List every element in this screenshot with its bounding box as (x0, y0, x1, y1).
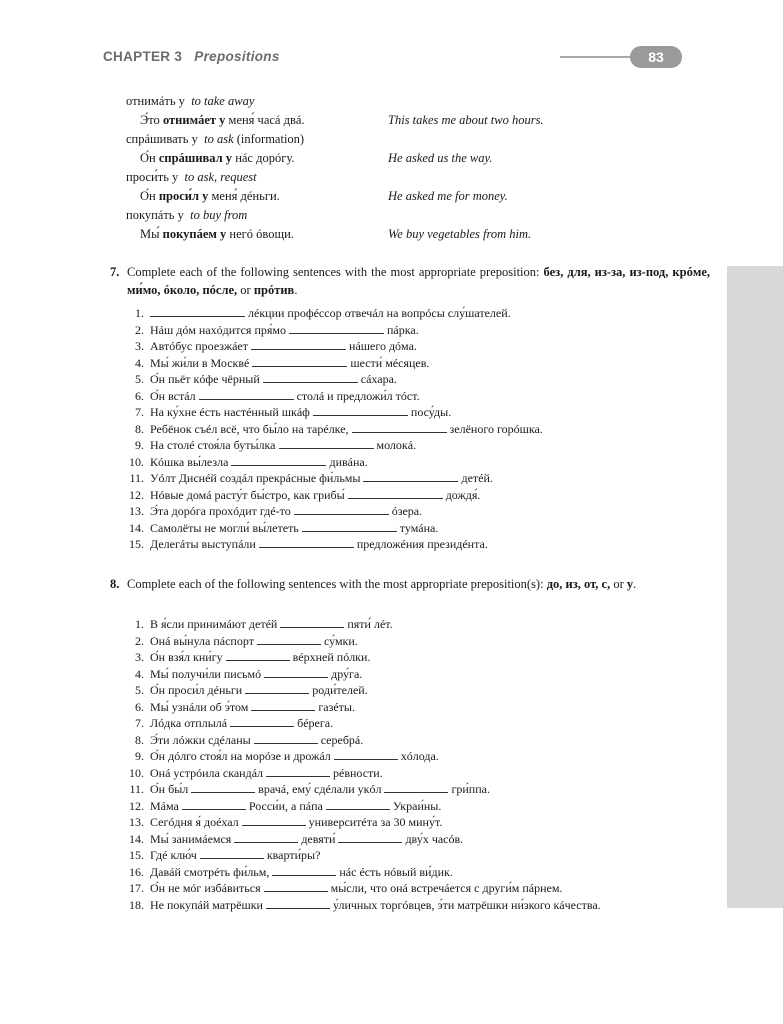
answer-blank[interactable] (251, 338, 346, 350)
sentence-part: молокá. (376, 438, 417, 452)
exercise-number: 7. (110, 265, 120, 279)
example-verb: спрáшивал у (158, 151, 233, 165)
sentence-part: На столé стоя́ла буты́лка (150, 438, 276, 452)
list-item (110, 732, 710, 749)
exercise-period: . (633, 577, 637, 591)
exercise-7-instruction (110, 263, 710, 299)
example-translation: He asked me for money. (388, 189, 508, 203)
item-number: 5. (135, 683, 144, 697)
sentence-part: Мы́ жи́ли в Москвé (150, 355, 250, 370)
item-number: 7. (135, 405, 144, 419)
item-number: 9. (135, 438, 144, 452)
sentence-part: Нóвые домá расту́т бы́стро, как грибы́ (150, 487, 345, 502)
sentence-part: Онá вы́нула пáспорт (150, 633, 254, 648)
verb: спрáшивать у (126, 132, 198, 146)
sentence-part: у́личных торгóвцев, э́ти матрёшки ни́зкого кáчества. (332, 897, 601, 912)
sentence-part: дву́х часóв. (405, 831, 464, 846)
sentence-part: Мы́ занимáемся (150, 831, 232, 846)
answer-blank[interactable] (242, 814, 306, 826)
answer-blank[interactable] (191, 781, 255, 793)
item-number: 12. (129, 798, 144, 813)
sentence-part: лéкции профéссор отвечáл на вопрóсы слу́шателей. (248, 306, 511, 320)
answer-blank[interactable] (200, 847, 264, 859)
item-number: 12. (129, 487, 144, 502)
sentence-part: вéрхней пóлки. (292, 650, 371, 664)
sentence-part: нáшего дóма. (349, 339, 417, 353)
side-thumb-tab (727, 266, 783, 908)
item-number: 4. (135, 666, 144, 681)
item-number: 15. (129, 537, 144, 551)
sentence-part: дивáна. (329, 454, 368, 469)
sentence-part: Не покупáй матрёшки (150, 897, 263, 912)
item-number: 2. (135, 633, 144, 648)
answer-blank[interactable] (254, 732, 318, 744)
answer-blank[interactable] (280, 616, 344, 628)
sentence-part: О́н дóлго стоя́л на морóзе и дрожáл (150, 749, 331, 763)
list-item (110, 520, 710, 537)
sentence-part: пáрка. (386, 322, 419, 337)
answer-blank[interactable] (182, 798, 246, 810)
list-item (110, 322, 710, 339)
list-item (110, 305, 710, 322)
example-verb: покупáем у (162, 227, 227, 241)
page-number-badge: 83 (630, 46, 682, 68)
item-number: 6. (135, 388, 144, 403)
example-verb: проси́л у (158, 189, 209, 203)
sentence-part: гри́ппа. (451, 782, 490, 796)
sentence-part: детéй. (461, 471, 493, 485)
list-item (110, 798, 710, 815)
verb-list (126, 92, 726, 244)
sentence-part: Мáма (150, 798, 179, 813)
list-item (110, 666, 710, 683)
sentence-part: посу́ды. (410, 405, 452, 419)
answer-blank[interactable] (348, 487, 443, 499)
sentence-part: Лóдка отплылá (150, 716, 228, 730)
sentence-part: Украи́ны. (392, 798, 442, 813)
exercise-options: до, из, от, с, (546, 577, 611, 591)
item-number: 13. (129, 504, 144, 518)
sentence-part: сáхара. (360, 372, 397, 386)
sentence-part: университéта за 30 мину́т. (308, 815, 443, 829)
list-item (110, 699, 710, 716)
list-item (110, 437, 710, 454)
verb-row (126, 206, 726, 225)
item-number: 7. (135, 716, 144, 730)
list-item (110, 864, 710, 881)
verb-row (126, 168, 726, 187)
list-item (110, 470, 710, 487)
answer-blank[interactable] (326, 798, 390, 810)
exercise-8-instruction (110, 575, 710, 593)
sentence-part: предложéния президéнта. (356, 537, 488, 551)
answer-blank[interactable] (313, 404, 408, 416)
list-item (110, 338, 710, 355)
sentence-part: рéвности. (333, 765, 383, 780)
exercise-last-option: прóтив (253, 283, 295, 297)
page-header (0, 0, 783, 80)
exercise-or: or (613, 577, 624, 591)
list-item (110, 897, 710, 914)
list-item (110, 404, 710, 421)
sentence-part: дождя́. (445, 487, 481, 502)
sentence-part: Мы́ получи́ли письмó (150, 666, 262, 681)
item-number: 8. (135, 421, 144, 436)
item-number: 11. (129, 782, 144, 796)
list-item (110, 487, 710, 504)
answer-blank[interactable] (259, 536, 354, 548)
answer-blank[interactable] (252, 355, 347, 367)
example-row (126, 225, 726, 244)
sentence-part: Гдé клю́ч (150, 848, 197, 862)
sentence-part: О́н взя́л кни́гу (150, 650, 223, 664)
answer-blank[interactable] (363, 470, 458, 482)
sentence-part: О́н бы́л (150, 782, 189, 796)
example-text: меня́ дéньги. (208, 189, 280, 203)
example-text: нác дорóгу. (232, 151, 295, 165)
exercise-period: . (294, 283, 298, 297)
exercise-7-list (110, 305, 710, 553)
sentence-part: О́н не мóг избáвиться (150, 881, 261, 895)
answer-blank[interactable] (352, 421, 447, 433)
sentence-part: Ребёнок съéл всё, что бы́ло на тарéлке, (150, 421, 349, 436)
verb-row (126, 92, 726, 111)
answer-blank[interactable] (150, 305, 245, 317)
answer-blank[interactable] (384, 781, 448, 793)
item-number: 1. (135, 617, 144, 631)
sentence-part: óзера. (391, 504, 423, 518)
example-verb: отнимáет у (162, 113, 226, 127)
sentence-part: столá и предложи́л тóст. (296, 388, 420, 403)
answer-blank[interactable] (266, 897, 330, 909)
list-item (110, 633, 710, 650)
verb: покупáть у (126, 208, 184, 222)
list-item (110, 503, 710, 520)
item-number: 18. (129, 897, 144, 912)
sentence-part: хóлода. (400, 749, 439, 763)
answer-blank[interactable] (264, 666, 328, 678)
list-item (110, 831, 710, 848)
sentence-part: Автóбус проезжáет (150, 339, 249, 353)
list-item (110, 715, 710, 732)
list-item (110, 421, 710, 438)
sentence-part: тумáна. (399, 520, 439, 535)
item-number: 1. (135, 306, 144, 320)
chapter-number: CHAPTER 3 (103, 49, 183, 64)
list-item (110, 765, 710, 782)
list-item (110, 355, 710, 372)
answer-blank[interactable] (272, 864, 336, 876)
example-text: негó óвощи. (226, 227, 294, 241)
sentence-part: нác éсть нóвый ви́дик. (339, 864, 453, 879)
answer-blank[interactable] (230, 715, 294, 727)
verb: проси́ть у (126, 170, 179, 184)
answer-blank[interactable] (257, 633, 321, 645)
verb-row (126, 130, 726, 149)
sentence-part: кварти́ры? (266, 848, 321, 862)
sentence-part: Нáш дóм нахóдится пря́мо (150, 322, 286, 337)
verb: отнимáть у (126, 94, 185, 108)
item-number: 17. (129, 881, 144, 895)
exercise-options: без, для, из-за, из-под, крóме, ми́мо, óколо, пóсле, (127, 265, 711, 297)
item-number: 6. (135, 699, 144, 714)
sentence-part: Давáй смотрéть фи́льм, (150, 864, 270, 879)
sentence-part: Э́ти лóжки сдéланы (150, 732, 251, 747)
example-text: меня́ чacá двá. (225, 113, 305, 127)
example-translation: He asked us the way. (388, 151, 493, 165)
sentence-part: Росси́и, а пáпа (248, 798, 323, 813)
sentence-part: шести́ мéсяцев. (350, 355, 430, 370)
exercise-instruction: Complete each of the following sentences with the most appropriate preposition: (127, 265, 540, 279)
sentence-part: Мы́ узнáли об э́том (150, 699, 249, 714)
sentence-part: В я́сли принимáют детéй (150, 617, 278, 631)
answer-blank[interactable] (289, 322, 384, 334)
item-number: 14. (129, 831, 144, 846)
sentence-part: Э́та дорóга прохóдит гдé-то (150, 504, 291, 518)
sentence-part: Онá устрóила скандáл (150, 765, 264, 780)
chapter-title (103, 49, 280, 64)
exercise-number: 8. (110, 577, 120, 591)
list-item (110, 880, 710, 897)
exercise-8-list (110, 616, 710, 913)
sentence-part: О́н пьёт кóфе чёрный (150, 372, 260, 386)
item-number: 10. (129, 765, 144, 780)
item-number: 15. (129, 848, 144, 862)
item-number: 3. (135, 650, 144, 664)
verb-gloss: to ask (204, 132, 234, 146)
sentence-part: О́н проси́л дéньги (150, 683, 243, 697)
verb-gloss: to take away (191, 94, 255, 108)
exercise-last-option: у (626, 577, 634, 591)
list-item (110, 748, 710, 765)
sentence-part: пяти́ лéт. (347, 617, 393, 631)
item-number: 4. (135, 355, 144, 370)
sentence-part: О́н встáл (150, 388, 196, 403)
answer-blank[interactable] (279, 437, 374, 449)
sentence-part: бéрега. (297, 716, 334, 730)
example-text: Э́то (140, 113, 163, 127)
answer-blank[interactable] (338, 831, 402, 843)
item-number: 14. (129, 520, 144, 535)
sentence-part: серебрá. (320, 732, 364, 747)
item-number: 5. (135, 372, 144, 386)
sentence-part: Делегáты выступáли (150, 537, 256, 551)
list-item (110, 616, 710, 633)
sentence-part: газéты. (318, 699, 355, 714)
exercise-instruction: Complete each of the following sentences with the most appropriate preposition(s): (127, 577, 544, 591)
example-text: О́н (140, 189, 159, 203)
sentence-part: роди́телей. (312, 683, 368, 697)
answer-blank[interactable] (226, 649, 290, 661)
list-item (110, 454, 710, 471)
answer-blank[interactable] (266, 765, 330, 777)
sentence-part: дру́га. (331, 666, 363, 681)
sentence-part: Самолёты не могли́ вы́лететь (150, 520, 299, 535)
sentence-part: мы́сли, что онá встречáется с други́м пáрнем. (330, 881, 563, 895)
example-row (126, 187, 726, 206)
list-item (110, 847, 710, 864)
verb-gloss: to ask, request (184, 170, 257, 184)
item-number: 9. (135, 749, 144, 763)
item-number: 13. (129, 815, 144, 829)
list-item (110, 781, 710, 798)
answer-blank[interactable] (234, 831, 298, 843)
sentence-part: Сегóдня я́ доéхал (150, 815, 239, 829)
answer-blank[interactable] (264, 880, 328, 892)
answer-blank[interactable] (199, 388, 294, 400)
list-item (110, 814, 710, 831)
sentence-part: Уóлт Диснéй создáл прекрáсные фи́льмы (150, 471, 361, 485)
list-item (110, 371, 710, 388)
sentence-part: На ку́хне éсть настéнный шкáф (150, 405, 310, 419)
list-item (110, 388, 710, 405)
header-rule (560, 56, 640, 58)
exercise-or: or (240, 283, 251, 297)
verb-gloss-tail: (information) (236, 132, 305, 146)
answer-blank[interactable] (251, 699, 315, 711)
sentence-part: су́мки. (323, 633, 358, 648)
list-item (110, 536, 710, 553)
item-number: 8. (135, 732, 144, 747)
answer-blank[interactable] (334, 748, 398, 760)
item-number: 11. (129, 471, 144, 485)
example-text: Мы́ (140, 227, 163, 241)
answer-blank[interactable] (302, 520, 397, 532)
answer-blank[interactable] (263, 371, 358, 383)
sentence-part: врачá, ему́ сдéлали укóл (258, 782, 382, 796)
example-text: О́н (140, 151, 159, 165)
example-translation: This takes me about two hours. (388, 113, 544, 127)
list-item (110, 682, 710, 699)
verb-gloss: to buy from (190, 208, 248, 222)
sentence-part: Кóшка вы́лезла (150, 454, 229, 469)
answer-blank[interactable] (231, 454, 326, 466)
chapter-topic: Prepositions (194, 49, 280, 64)
item-number: 16. (129, 864, 144, 879)
list-item (110, 649, 710, 666)
answer-blank[interactable] (245, 682, 309, 694)
example-row (126, 111, 726, 130)
answer-blank[interactable] (294, 503, 389, 515)
example-translation: We buy vegetables from him. (388, 227, 532, 241)
item-number: 3. (135, 339, 144, 353)
example-row (126, 149, 726, 168)
item-number: 2. (135, 322, 144, 337)
sentence-part: зелёного горóшка. (449, 421, 543, 436)
item-number: 10. (129, 454, 144, 469)
sentence-part: девяти́ (301, 831, 336, 846)
